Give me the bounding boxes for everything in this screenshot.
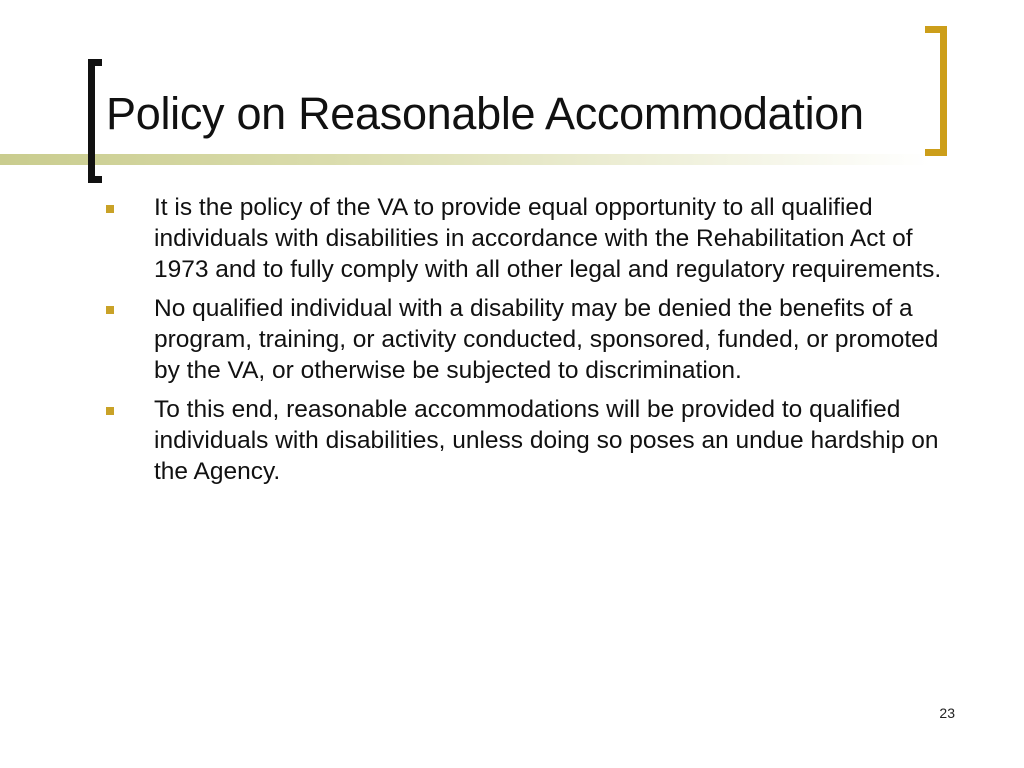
title-underline-stripe [0, 154, 930, 165]
square-bullet-icon [106, 205, 114, 213]
page-number: 23 [939, 705, 955, 721]
bullet-text: To this end, reasonable accommodations will be provided to qualified individuals with disabilities, unless doing so poses an undue hardship on the Agency. [154, 396, 939, 485]
bullet-list [100, 192, 950, 495]
bullet-text: It is the policy of the VA to provide equal opportunity to all qualified individuals with disabilities in accordance with the Rehabilitation Act of 1973 and to fully comply with all other legal and regulatory requirements. [154, 194, 942, 283]
bullet-text: No qualified individual with a disability may be denied the benefits of a program, training, or activity conducted, sponsored, funded, or promoted by the VA, or otherwise be subjected to discrimination. [154, 295, 939, 384]
right-bracket-decoration [925, 26, 947, 156]
bullet-item [100, 192, 950, 285]
square-bullet-icon [106, 306, 114, 314]
slide-title: Policy on Reasonable Accommodation [106, 88, 864, 139]
left-bracket-decoration [88, 59, 102, 183]
square-bullet-icon [106, 407, 114, 415]
bullet-item [100, 394, 950, 487]
bullet-item [100, 293, 950, 386]
